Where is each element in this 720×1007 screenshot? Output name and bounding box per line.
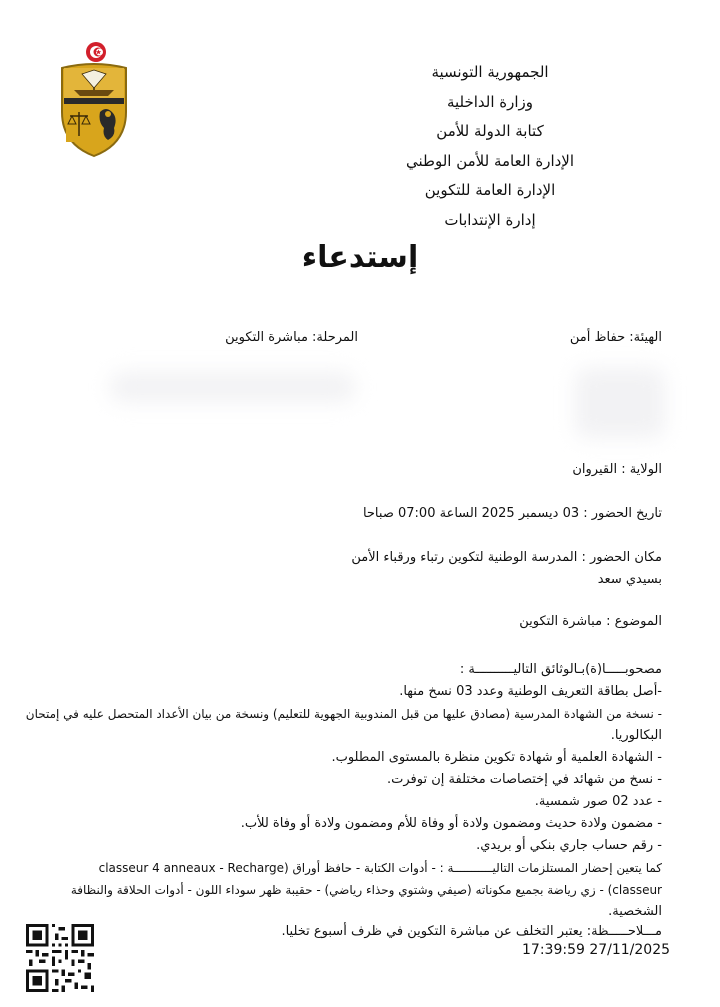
field-attendance-date: تاريخ الحضور : 03 ديسمبر 2025 الساعة 07:00 صباحا (362, 506, 662, 521)
header-line-republic: الجمهورية التونسية (431, 63, 549, 81)
redacted-area (575, 368, 665, 438)
header-lines (340, 58, 640, 235)
field-attendance-place-cont: بسيدي سعد (597, 572, 662, 587)
documents-item: - عدد 02 صور شمسية. (534, 794, 662, 809)
documents-item: - رقم حساب جاري بنكي أو بريدي. (476, 838, 662, 853)
header-line-secretariat: كتابة الدولة للأمن (436, 122, 544, 140)
header-line-ministry: وزارة الداخلية (446, 92, 534, 111)
documents-item: - الشهادة العلمية أو شهادة تكوين منظرة بالمستوى المطلوب. (331, 750, 662, 765)
field-body: الهيئة: حفاظ أمن (569, 330, 662, 345)
documents-item: - نسخ من شهائد في إختصاصات مختلفة إن توفرت. (387, 772, 662, 787)
redacted-area (110, 372, 355, 402)
page-title: إستدعاء (301, 240, 419, 275)
print-datetime: 17:39:59 27/11/2025 (522, 942, 671, 958)
field-state: الولاية : القيروان (572, 462, 662, 477)
header-line-training-directorate: الإدارة العامة للتكوين (424, 181, 556, 199)
documents-item: - مضمون ولادة حديث ومضمون ولادة أو وفاة للأم ومضمون ولادة أو وفاة للأب. (240, 816, 662, 831)
header-line-security-directorate: الإدارة العامة للأمن الوطني (405, 151, 575, 170)
documents-item: -أصل بطاقة التعريف الوطنية وعدد 03 نسخ منها. (399, 684, 662, 699)
qr-code-icon (26, 924, 94, 992)
requirements-line: كما يتعين إحضار المستلزمات التاليـــــــــــة : - أدوات الكتابة - حافظ أوراق (classeur 4 anneaux - Recharge (98, 861, 662, 875)
note: مـــلاحـــــظة: يعتبر التخلف عن مباشرة التكوين في ظرف أسبوع تخليا. (281, 924, 662, 939)
field-attendance-place: مكان الحضور : المدرسة الوطنية لتكوين رتباء ورقباء الأمن (351, 550, 662, 565)
documents-heading: مصحوبـــــا(ة)بـالوثائق التاليــــــــــة : (459, 662, 662, 677)
requirements-line: classeur) - زي رياضة بجميع مكوناته (صيفي وشتوي وحذاء رياضي) - حقيبة ظهر سوداء اللون - أدوات الحلاقة والنظافة (70, 883, 662, 897)
documents-item: - نسخة من الشهادة المدرسية (مصادق عليها من قبل المندوبية الجهوية للتعليم) ونسخة من بيان الأعداد المتحصل عليه في إمتحان (25, 707, 662, 721)
header-line-recruitment-department: إدارة الإنتدابات (444, 210, 536, 229)
tunisia-emblem-icon (56, 40, 132, 158)
documents-item: البكالوريا. (610, 728, 662, 743)
requirements-line: الشخصية. (608, 904, 662, 919)
field-subject: الموضوع : مباشرة التكوين (519, 614, 662, 629)
field-stage: المرحلة: مباشرة التكوين (225, 330, 358, 345)
